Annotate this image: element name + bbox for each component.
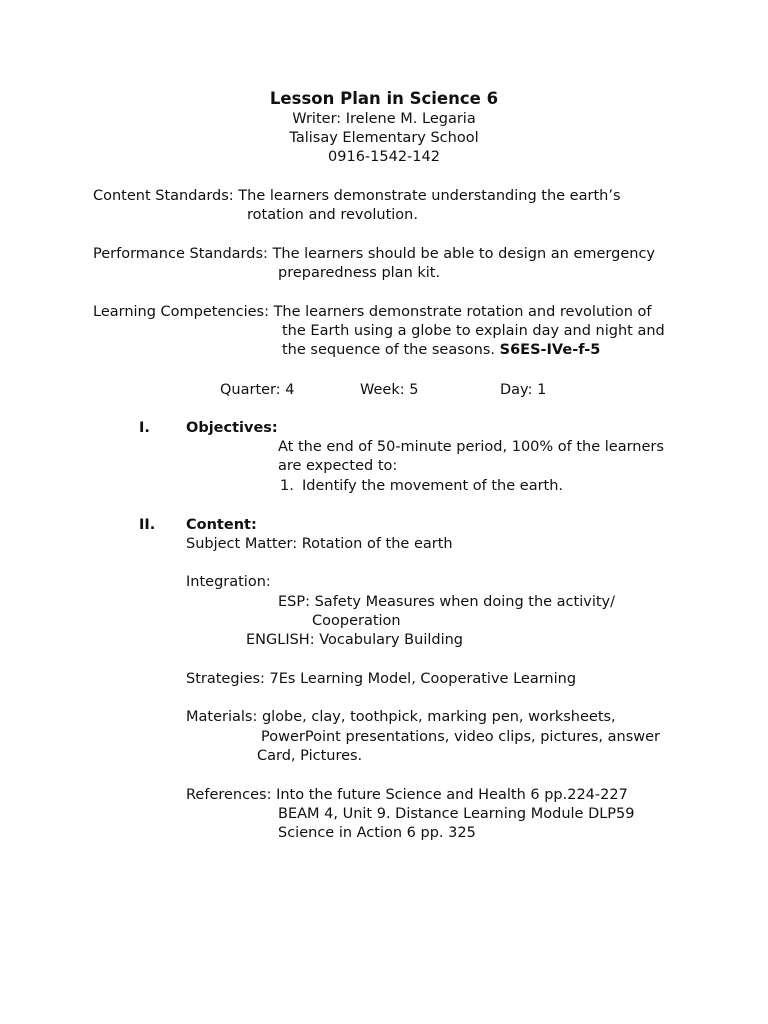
objectives-numeral: I.	[139, 420, 150, 436]
objective-item-number: 1.	[280, 478, 294, 494]
content-standards-line-1	[93, 187, 621, 206]
performance-standards-line-1	[93, 245, 655, 264]
objectives-line-2: are expected to:	[278, 458, 398, 474]
materials-line-1: Materials: globe, clay, toothpick, marking pen, worksheets,	[186, 709, 616, 725]
integration-label: Integration:	[186, 574, 271, 590]
content-heading: Content:	[186, 517, 257, 533]
learning-competencies-label: Learning Competencies:	[93, 304, 269, 320]
objectives-line-1: At the end of 50-minute period, 100% of the learners	[278, 439, 664, 455]
performance-standards-line-2: preparedness plan kit.	[278, 265, 441, 281]
phone-line: 0916-1542-142	[328, 149, 440, 165]
day-label: Day: 1	[500, 382, 547, 398]
materials-line-3: Card, Pictures.	[257, 748, 363, 764]
learning-competencies-text: The learners demonstrate rotation and revolution of	[273, 304, 652, 320]
references-line-3: Science in Action 6 pp. 325	[278, 825, 476, 841]
quarter-label: Quarter: 4	[220, 382, 295, 398]
content-standards-line-2: rotation and revolution.	[247, 207, 418, 223]
performance-standards-text: The learners should be able to design an emergency	[272, 246, 656, 262]
content-numeral: II.	[139, 517, 156, 533]
subject-matter-line: Subject Matter: Rotation of the earth	[186, 536, 453, 552]
week-label: Week: 5	[360, 382, 419, 398]
writer-line: Writer: Irelene M. Legaria	[292, 111, 476, 127]
competency-code: S6ES-IVe-f-5	[499, 342, 601, 358]
lesson-title: Lesson Plan in Science 6	[269, 89, 499, 108]
esp-line-2: Cooperation	[312, 613, 401, 629]
performance-standards-label: Performance Standards:	[93, 246, 268, 262]
school-line: Talisay Elementary School	[289, 130, 479, 146]
learning-competencies-line-1	[93, 303, 652, 322]
content-standards-text: The learners demonstrate understanding the earth’s	[238, 188, 621, 204]
english-line: ENGLISH: Vocabulary Building	[246, 632, 464, 648]
references-line-1: References: Into the future Science and Health 6 pp.224-227	[186, 787, 628, 803]
materials-line-2: PowerPoint presentations, video clips, pictures, answer	[261, 729, 661, 745]
references-line-2: BEAM 4, Unit 9. Distance Learning Module DLP59	[278, 806, 635, 822]
strategies-line: Strategies: 7Es Learning Model, Cooperative Learning	[186, 671, 577, 687]
objective-item-text: Identify the movement of the earth.	[302, 478, 564, 494]
learning-competencies-text-3: the sequence of the seasons.	[282, 342, 496, 358]
esp-line-1: ESP: Safety Measures when doing the activity/	[278, 594, 615, 610]
learning-competencies-line-3	[282, 341, 600, 360]
objectives-heading: Objectives:	[186, 420, 278, 436]
content-standards-label: Content Standards:	[93, 188, 234, 204]
learning-competencies-line-2: the Earth using a globe to explain day and night and	[282, 323, 665, 339]
